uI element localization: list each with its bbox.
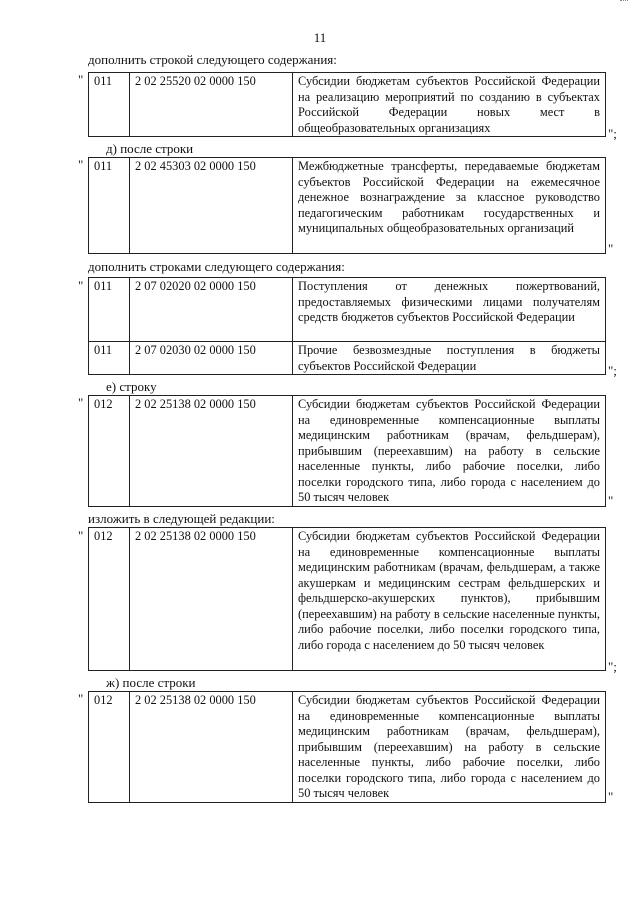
open-quote: " xyxy=(78,72,84,87)
admin-code-cell: 012 xyxy=(89,396,130,507)
table-row xyxy=(89,342,606,375)
description-cell: Субсидии бюджетам субъектов Российской Федерации на реализацию мероприятий по созданию в субъектах Российской Федерации новых мест в общеобразовательных организациях xyxy=(293,73,606,137)
amendment-table xyxy=(88,157,606,254)
amendment-table xyxy=(88,395,606,507)
table-row xyxy=(89,73,606,137)
open-quote: " xyxy=(78,157,84,172)
open-quote: " xyxy=(78,528,84,543)
close-quote: " xyxy=(608,493,614,508)
kbk-code-cell: 2 02 45303 02 0000 150 xyxy=(130,158,293,254)
close-quote: "; xyxy=(608,659,617,674)
amendment-table xyxy=(88,277,606,375)
kbk-code-cell: 2 02 25520 02 0000 150 xyxy=(130,73,293,137)
instruction-row-e: е) строку xyxy=(106,379,157,394)
admin-code-cell: 012 xyxy=(89,528,130,671)
close-quote: " xyxy=(608,789,614,804)
description-cell: Межбюджетные трансферты, передаваемые бюджетам субъектов Российской Федерации на ежемесячное денежное вознаграждение за классное руководство педагогическим работникам государственных и муниципальных общеобразовательных организаций xyxy=(293,158,606,254)
admin-code-cell: 011 xyxy=(89,342,130,375)
description-cell: Субсидии бюджетам субъектов Российской Федерации на единовременные компенсационные выплаты медицинским работникам (врачам, фельдшерам), прибывшим (переехавшим) на работу в сельские населенные пункты, либо рабочие поселки, либо поселки городского типа, либо города с населением до 50 тысяч человек xyxy=(293,396,606,507)
kbk-code-cell: 2 02 25138 02 0000 150 xyxy=(130,692,293,803)
close-quote: "; xyxy=(608,126,617,141)
kbk-code-cell: 2 02 25138 02 0000 150 xyxy=(130,528,293,671)
description-cell: Субсидии бюджетам субъектов Российской Федерации на единовременные компенсационные выплаты медицинским работникам (врачам, фельдшерам, а также акушеркам и медицинским сестрам фельдшерских и фельдшерско-акушерских пунктов), прибывшим (переехавшим) на работу в сельские населенные пункты, либо рабочие поселки, либо поселки городского типа, либо города с населением до 50 тысяч человек xyxy=(293,528,606,671)
open-quote: " xyxy=(78,691,84,706)
instruction-add-rows: дополнить строками следующего содержания: xyxy=(88,259,345,274)
page-number: 11 xyxy=(313,30,327,45)
description-cell: Прочие безвозмездные поступления в бюджеты субъектов Российской Федерации xyxy=(293,342,606,375)
description-cell: Поступления от денежных пожертвований, предоставляемых физическими лицами получателям средств бюджетов субъектов Российской Федерации xyxy=(293,278,606,342)
kbk-code-cell: 2 02 25138 02 0000 150 xyxy=(130,396,293,507)
scan-edge-mark xyxy=(620,0,628,6)
table-row xyxy=(89,396,606,507)
open-quote: " xyxy=(78,395,84,410)
description-cell: Субсидии бюджетам субъектов Российской Федерации на единовременные компенсационные выплаты медицинским работникам (врачам, фельдшерам), прибывшим (переехавшим) на работу в сельские населенные пункты, либо рабочие поселки, либо поселки городского типа, либо города с населением до 50 тысяч человек xyxy=(293,692,606,803)
close-quote: " xyxy=(608,241,614,256)
amendment-table xyxy=(88,72,606,137)
table-row xyxy=(89,528,606,671)
table-row xyxy=(89,278,606,342)
table-row xyxy=(89,692,606,803)
amendment-table xyxy=(88,691,606,803)
instruction-new-wording: изложить в следующей редакции: xyxy=(88,511,275,526)
table-row xyxy=(89,158,606,254)
kbk-code-cell: 2 07 02020 02 0000 150 xyxy=(130,278,293,342)
close-quote: "; xyxy=(608,363,617,378)
amendment-table xyxy=(88,527,606,671)
open-quote: " xyxy=(78,278,84,293)
instruction-after-row-d: д) после строки xyxy=(106,141,194,156)
kbk-code-cell: 2 07 02030 02 0000 150 xyxy=(130,342,293,375)
admin-code-cell: 011 xyxy=(89,278,130,342)
admin-code-cell: 011 xyxy=(89,158,130,254)
instruction-add-row: дополнить строкой следующего содержания: xyxy=(88,52,337,67)
admin-code-cell: 011 xyxy=(89,73,130,137)
instruction-after-row-zh: ж) после строки xyxy=(106,675,196,690)
admin-code-cell: 012 xyxy=(89,692,130,803)
